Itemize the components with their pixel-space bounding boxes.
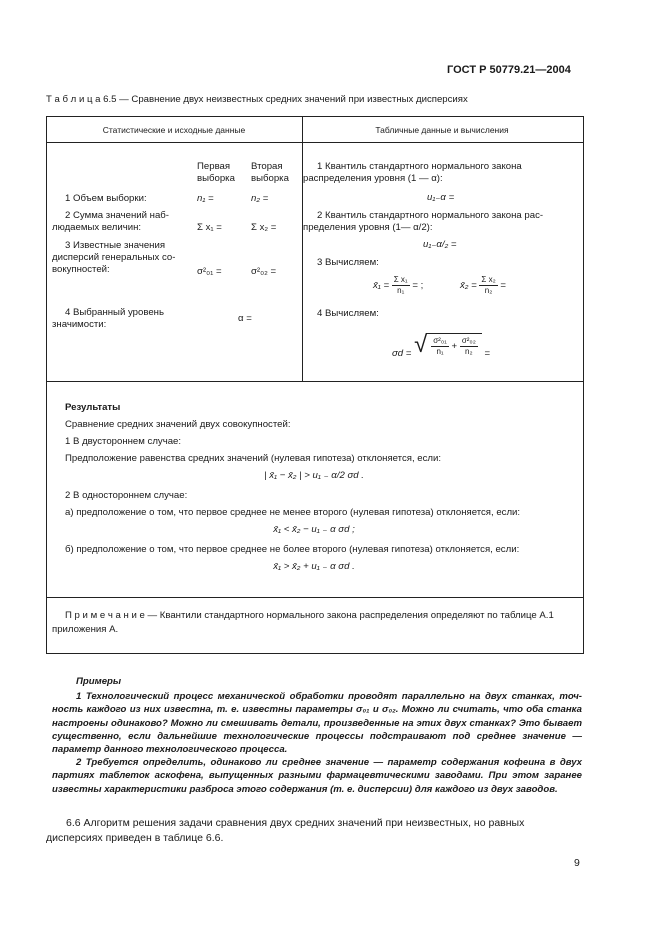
row3-sample2: σ²₀₂ = — [251, 266, 277, 277]
results-line6: б) предположение о том, что первое среднее не более второго (нулевая гипотеза) отклоняется, если: — [65, 544, 520, 555]
sigma01-numerator: σ²₀₁ — [433, 336, 447, 345]
row2-label-l1: 2 Сумма значений наб- — [65, 210, 169, 221]
table-note — [65, 610, 554, 621]
row3-label-l1: 3 Известные значения — [65, 240, 166, 251]
row4-alpha: α = — [238, 313, 252, 324]
right-item2-l2: пределения уровня (1— α/2): — [303, 222, 433, 233]
mean2-formula — [460, 275, 506, 296]
sigma-d-formula — [392, 333, 490, 357]
mean2-denominator: n₂ — [484, 286, 493, 295]
row3-sample1: σ²₀₁ = — [197, 266, 222, 277]
note-text-l1: — Квантили стандартного нормального закона распределения определяют по таблице А.1 — [144, 610, 554, 621]
sqrt-sign: √ — [414, 331, 428, 358]
right-item4: 4 Вычисляем: — [317, 308, 379, 319]
mean2-numerator: Σ x₂ — [481, 275, 496, 284]
mean2-lhs: x̄₂ = — [460, 280, 477, 292]
sample1-heading-l1: Первая — [197, 161, 231, 172]
row2-sample1: Σ x₁ = — [197, 222, 222, 233]
sigma02-denominator: n₂ — [465, 347, 473, 356]
right-item1-l1: 1 Квантиль стандартного нормального закона — [317, 161, 522, 172]
mean1-lhs: x̄₁ = — [373, 280, 390, 292]
table-note-divider — [46, 597, 583, 598]
row3-label-l2: дисперсий генеральных со- — [52, 252, 176, 263]
sigma-d-tail: = — [484, 347, 491, 359]
table-header-divider — [46, 142, 583, 143]
example-1: 1 Технологический процесс механической обработки проводят параллельно на двух станках, точ-ность каждого из них известна, т. е. известны параметры σ₀₁ и σ₀₂. Можно ли считать, что оба станка настроены одинаково? Можно ли смешивать детали, произведенные на этих двух станках? Это бывает существенно, если дальнейшие технологические процессы подстраивают под среднее значение — параметр данного технологического процесса. — [52, 691, 582, 756]
right-item1-l2: распределения уровня (1 — α): — [303, 173, 443, 184]
results-formula1: | x̄₁ − x̄₂ | > u₁ ₋ α/2 σd . — [264, 470, 364, 481]
mean1-denominator: n₁ — [397, 286, 405, 295]
examples-title: Примеры — [76, 676, 122, 687]
row2-sample2: Σ x₂ = — [251, 222, 277, 233]
row3-label-l3: вокупностей: — [52, 264, 110, 275]
sigma02-numerator: σ²₀₂ — [461, 336, 476, 345]
mean2-fraction — [479, 275, 497, 296]
mean1-numerator: Σ x₁ — [393, 275, 408, 284]
note-label: П р и м е ч а н и е — [65, 610, 145, 621]
results-line1: Сравнение средних значений двух совокупностей: — [65, 419, 291, 430]
sigma02-fraction — [460, 336, 478, 357]
table-column-divider — [302, 116, 303, 381]
right-item3: 3 Вычисляем: — [317, 257, 379, 268]
sample2-heading-l1: Вторая — [251, 161, 283, 172]
right-item1-formula: u₁₋α = — [427, 192, 455, 203]
right-item2-l1: 2 Квантиль стандартного нормального закона рас- — [317, 210, 544, 221]
mean2-tail: = — [500, 280, 506, 292]
mean1-fraction — [392, 275, 410, 296]
example-2: 2 Требуется определить, одинаково ли среднее значение — параметр содержания кофеина в двух партиях таблеток аскофена, выпущенных разными фармацевтическими заводами. При этом заранее известны характеристики разброса этого содержания (т. е. дисперсии) для каждого из двух заводов. — [52, 757, 582, 795]
results-line4: 2 В одностороннем случае: — [65, 490, 188, 501]
results-line5: а) предположение о том, что первое среднее не менее второго (нулевая гипотеза) отклоняется, если: — [65, 507, 521, 518]
mean1-formula — [373, 275, 423, 296]
results-line2: 1 В двустороннем случае: — [65, 436, 182, 447]
row1-sample1: n₁ = — [197, 193, 214, 204]
results-formula2: x̄₁ < x̄₂ − u₁ ₋ α σd ; — [273, 524, 355, 535]
row4-label-l1: 4 Выбранный уровень — [65, 307, 164, 318]
sigma01-denominator: n₁ — [436, 347, 444, 356]
table-results-divider — [46, 381, 583, 382]
results-formula3: x̄₁ > x̄₂ + u₁ ₋ α σd . — [273, 561, 355, 572]
plus-sign: + — [451, 341, 458, 353]
right-item2-formula: u₁₋α/₂ = — [423, 239, 457, 250]
table-caption-prefix: Т а б л и ц а 6.5 — [46, 94, 117, 105]
row2-label-l2: людаемых величин: — [52, 222, 142, 233]
sigma-d-lhs: σd = — [392, 347, 412, 359]
row1-label: 1 Объем выборки: — [65, 193, 147, 204]
table-caption-text: — Сравнение двух неизвестных средних значений при известных дисперсиях — [116, 94, 468, 105]
sigma01-fraction — [431, 336, 449, 357]
sample2-heading-l2: выборка — [251, 173, 289, 184]
row4-label-l2: значимости: — [52, 319, 107, 330]
sqrt-radicand — [427, 333, 482, 357]
page-number: 9 — [574, 857, 580, 869]
right-column-header: Табличные данные и вычисления — [375, 125, 509, 135]
results-title: Результаты — [65, 402, 121, 413]
results-line3: Предположение равенства средних значений (нулевая гипотеза) отклоняется, если: — [65, 453, 442, 464]
document-id: ГОСТ Р 50779.21—2004 — [447, 64, 571, 76]
section-6-6-l1: 6.6 Алгоритм решения задачи сравнения двух средних значений при неизвестных, но равных — [66, 817, 525, 829]
section-6-6-l2: дисперсиях приведен в таблице 6.6. — [46, 832, 224, 844]
left-column-header: Статистические и исходные данные — [102, 125, 246, 135]
mean1-tail: = ; — [412, 280, 424, 292]
note-text-l2: приложения А. — [52, 624, 119, 635]
row1-sample2: n₂ = — [251, 193, 269, 204]
sample1-heading-l2: выборка — [197, 173, 235, 184]
table-caption — [46, 94, 468, 105]
